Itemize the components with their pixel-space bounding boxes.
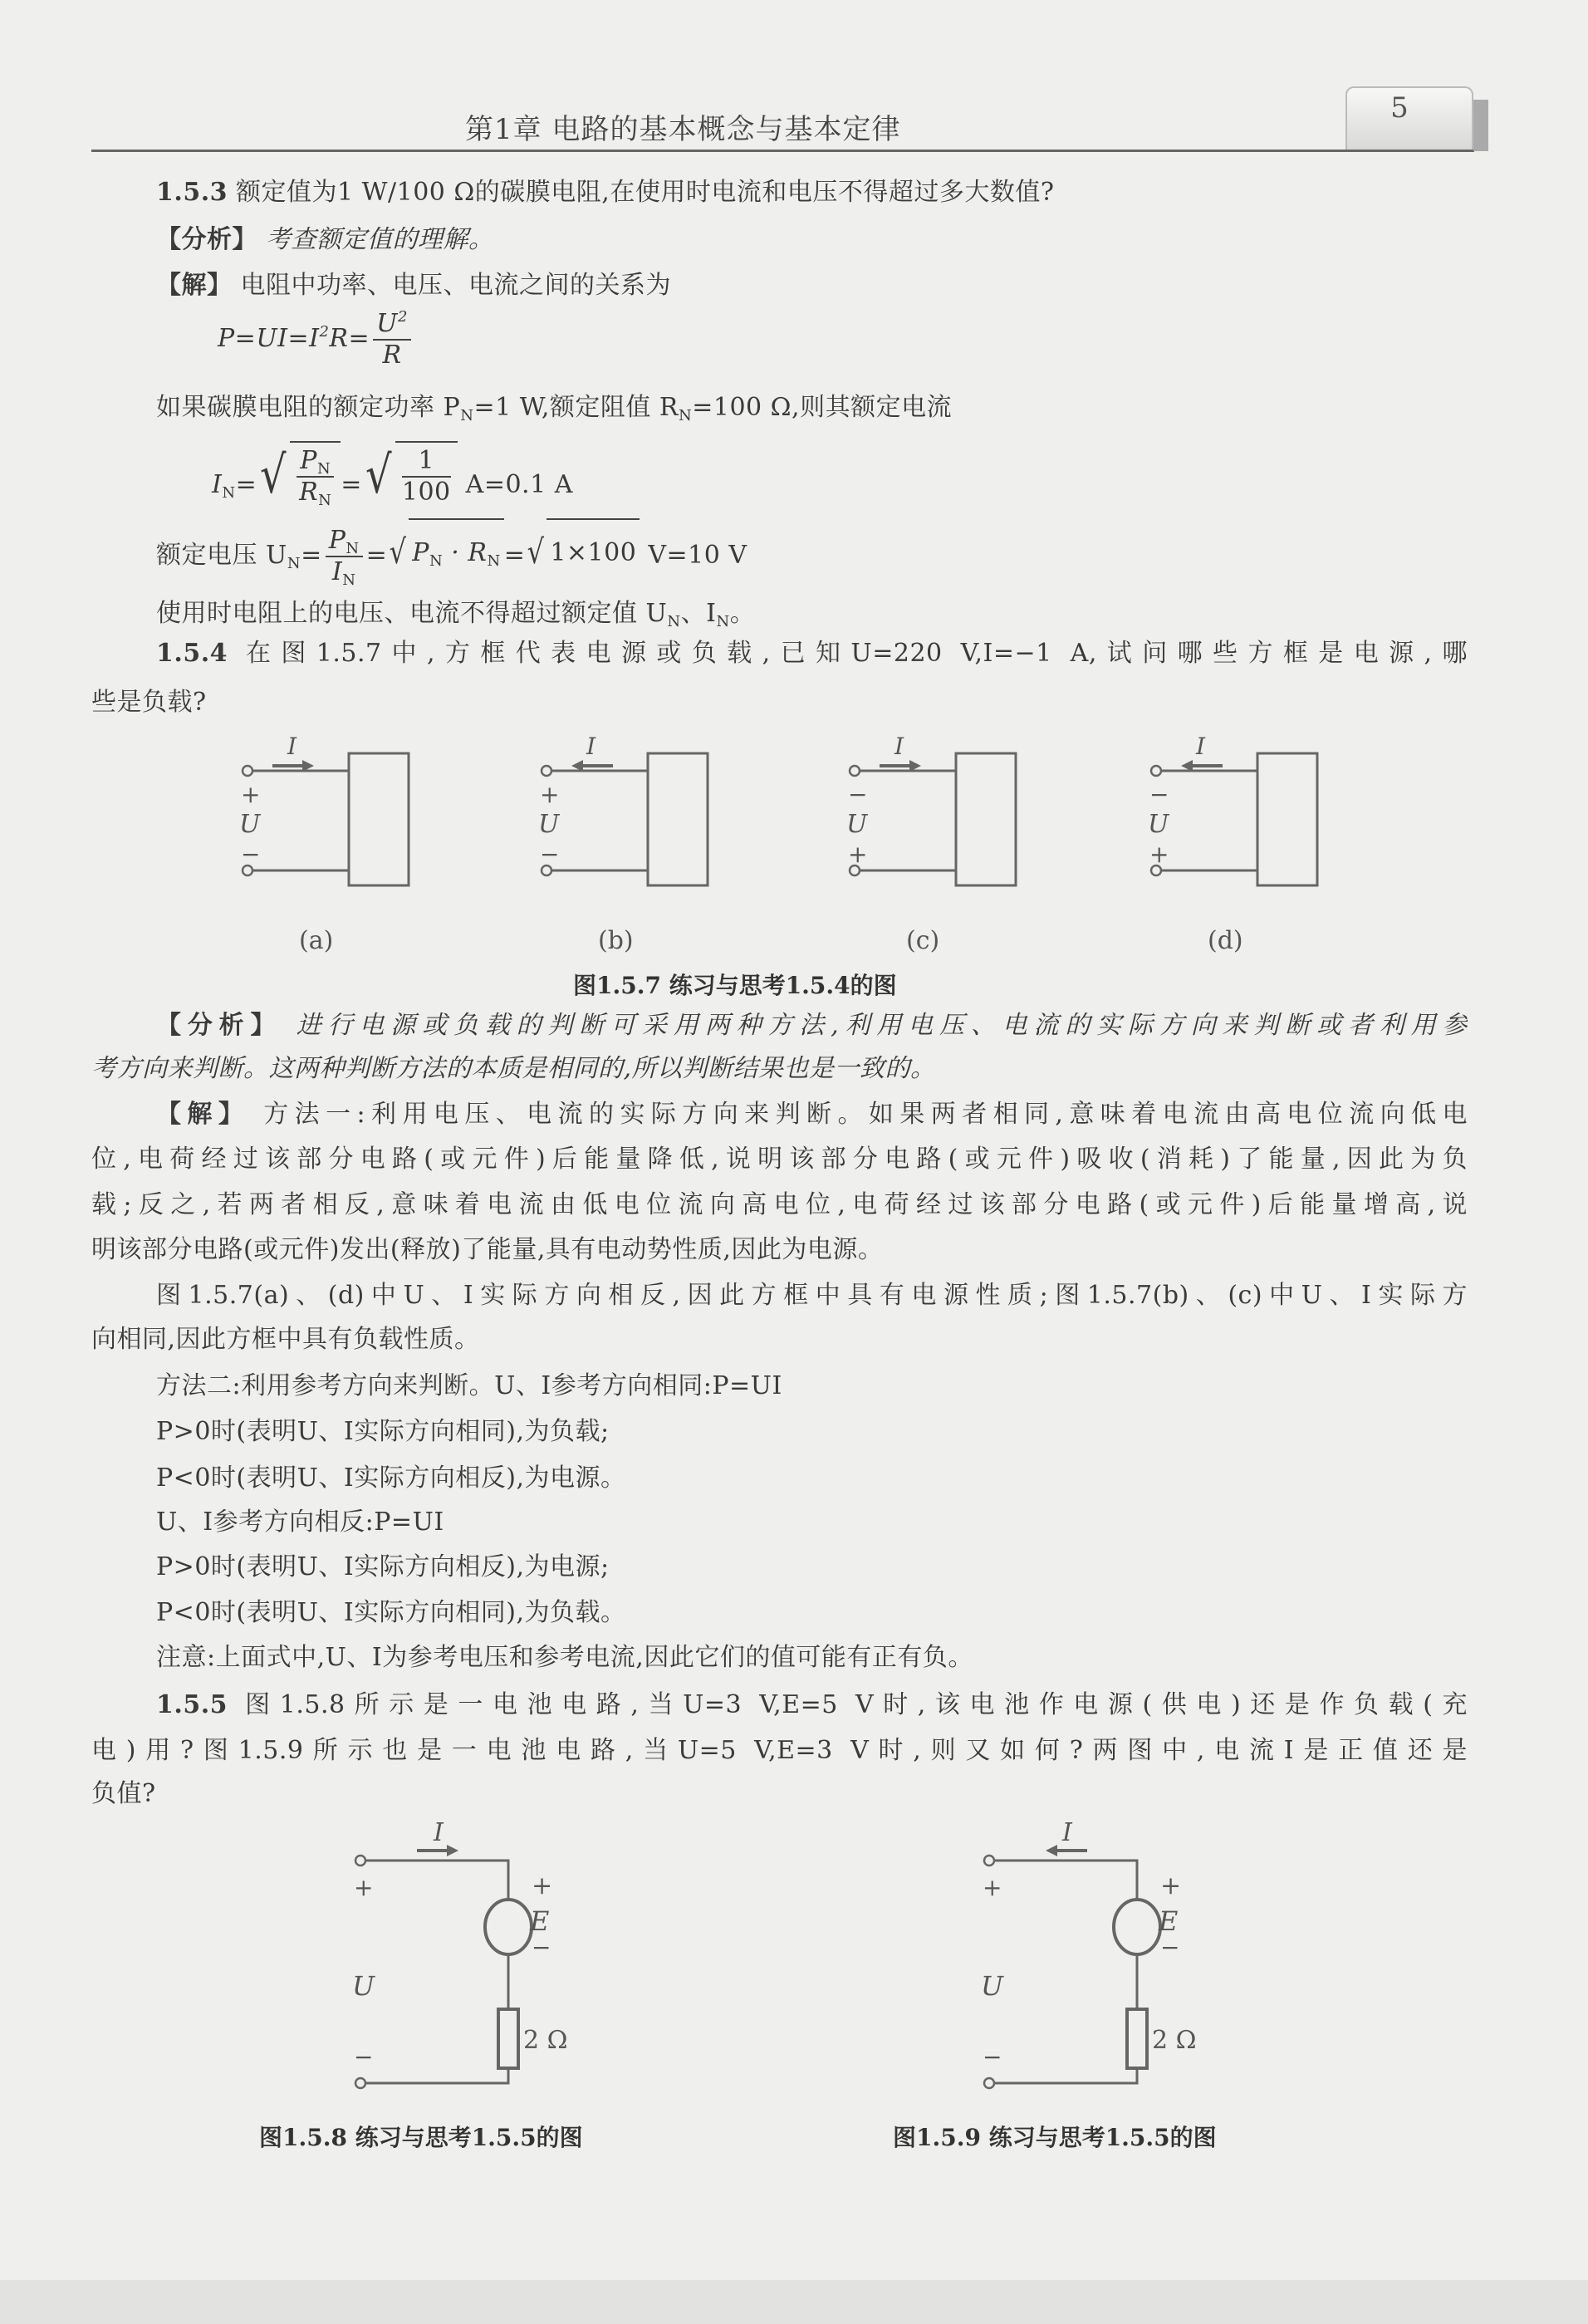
- panel-a: [239, 733, 409, 955]
- panel-c: [846, 733, 1016, 955]
- figure-caption: 图1.5.8 练习与思考1.5.5的图: [259, 2124, 583, 2151]
- subscript: N: [342, 571, 356, 589]
- wire: [994, 1861, 1137, 1900]
- sqrt: √ $\frac{1}{100}$: [362, 441, 458, 509]
- text: 。: [729, 599, 756, 628]
- wire: [994, 2068, 1137, 2083]
- formula-part: I: [212, 470, 223, 499]
- formula-part: I: [331, 557, 343, 586]
- subscript: N: [287, 555, 301, 572]
- formula-part: P=UI=I: [218, 324, 320, 353]
- emf-plus: +: [1160, 1871, 1182, 1900]
- formula-part: · R: [443, 538, 488, 567]
- subscript: N: [429, 552, 444, 570]
- voltage-label: U: [239, 810, 261, 839]
- formula-part: R: [299, 478, 319, 507]
- header-rule: [91, 150, 1474, 152]
- text: =1 W,额定阻值 R: [473, 393, 679, 422]
- polarity-top: +: [540, 781, 560, 808]
- formula-part: U: [376, 309, 398, 338]
- solution-text: 图1.5.7(a)、(d)中U、I实际方向相反,因此方框中具有电源性质;图1.5.7(b)、(c)中U、I实际方: [156, 1281, 1468, 1310]
- voltage-source-icon: [1114, 1900, 1160, 1954]
- figure-caption: 图1.5.9 练习与思考1.5.5的图: [893, 2124, 1217, 2151]
- terminal: [243, 766, 252, 776]
- question-number: 1.5.4: [156, 639, 228, 668]
- polarity-top: −: [1149, 781, 1169, 808]
- formula-part: V=10 V: [640, 541, 747, 570]
- current-label: I: [287, 733, 297, 760]
- formula-part: 2: [397, 308, 408, 326]
- box-element: [349, 753, 409, 885]
- panel-label: (b): [598, 926, 634, 955]
- question-1-5-5: [156, 1689, 1468, 1722]
- formula-rated-voltage: [156, 518, 747, 589]
- solution-text: P<0时(表明U、I实际方向相同),为负载。: [156, 1598, 626, 1627]
- terminal: [1151, 766, 1161, 776]
- solution-intro: [156, 269, 671, 302]
- subscript: N: [716, 613, 730, 630]
- arrow-head: [1046, 1845, 1057, 1856]
- subscript: N: [222, 484, 236, 502]
- polarity-bottom: −: [540, 841, 560, 868]
- emf-minus: −: [532, 1934, 551, 1961]
- solution-line: [156, 1098, 1468, 1131]
- polarity-bottom: −: [354, 2043, 374, 2071]
- box-element: [648, 753, 708, 885]
- scan-edge: [0, 2280, 1588, 2324]
- chapter-title: 第1章 电路的基本概念与基本定律: [465, 113, 901, 146]
- subscript: N: [460, 407, 474, 424]
- sqrt: √ $P_N \cdot R_N$: [387, 518, 503, 586]
- formula-part: =: [341, 470, 362, 499]
- subscript: N: [346, 540, 360, 557]
- resistor: [1127, 2009, 1147, 2068]
- terminal: [984, 2078, 994, 2088]
- question-text: 额定值为1 W/100 Ω的碳膜电阻,在使用时电流和电压不得超过多大数值?: [228, 178, 1055, 207]
- emf-label: E: [530, 1905, 550, 1937]
- panel-b: [538, 733, 708, 955]
- page-number: 5: [1390, 91, 1409, 125]
- question-text: 些是负载?: [91, 688, 207, 717]
- polarity-top: −: [848, 781, 868, 808]
- formula-part: P: [328, 526, 346, 555]
- solution-text: 方法一:利用电压、电流的实际方向来判断。如果两者相同,意味着电流由高电位流向低电: [249, 1100, 1468, 1129]
- voltage-label: U: [981, 1970, 1003, 2002]
- formula-part: A=0.1 A: [457, 470, 573, 499]
- rated-values-line: [156, 391, 952, 424]
- analysis-label: 【分析】: [156, 1011, 282, 1040]
- voltage-label: U: [846, 810, 868, 839]
- arrow-head: [447, 1845, 458, 1856]
- voltage-label: U: [538, 810, 560, 839]
- panel-d: [1148, 733, 1317, 955]
- voltage-label: U: [1148, 810, 1169, 839]
- subscript: N: [667, 613, 681, 630]
- sqrt: √ 1×100: [525, 518, 640, 586]
- current-label: I: [894, 733, 904, 760]
- solution-text: 明该部分电路(或元件)发出(释放)了能量,具有电动势性质,因此为电源。: [91, 1235, 884, 1264]
- question-text: 在图1.5.7中,方框代表电源或负载,已知U=220 V,I=−1 A,试问哪些方框是电源,哪: [228, 639, 1468, 668]
- emf-plus: +: [532, 1871, 553, 1900]
- figure-1-5-8: [352, 1818, 568, 2088]
- resistor: [498, 2009, 518, 2068]
- solution-text: 电阻中功率、电压、电流之间的关系为: [232, 271, 672, 300]
- analysis-text: 考方向来判断。这两种判断方法的本质是相同的,所以判断结果也是一致的。: [91, 1054, 936, 1083]
- formula-rated-current: [212, 441, 573, 518]
- fraction: [373, 309, 411, 370]
- voltage-source-icon: [485, 1900, 532, 1954]
- fraction: [326, 526, 363, 587]
- formula-part: 2: [319, 323, 330, 341]
- analysis-text: 进行电源或负载的判断可采用两种方法,利用电压、电流的实际方向来判断或者利用参: [282, 1011, 1468, 1040]
- figure-caption: 图1.5.7 练习与思考1.5.4的图: [573, 972, 897, 999]
- panel-label: (c): [906, 926, 940, 955]
- subscript: N: [316, 460, 331, 478]
- formula-part: R: [382, 341, 402, 370]
- polarity-top: +: [241, 781, 261, 808]
- solution-text: 方法二:利用参考方向来判断。U、I参考方向相同:P=UI: [156, 1371, 782, 1400]
- terminal: [542, 766, 551, 776]
- formula-part: =: [301, 541, 322, 570]
- solution-text: P<0时(表明U、I实际方向相反),为电源。: [156, 1464, 626, 1493]
- text: =100 Ω,则其额定电流: [692, 393, 953, 422]
- solution-text: 载;反之,若两者相反,意味着电流由低电位流向高电位,电荷经过该部分电路(或元件)后能量增高,说: [91, 1190, 1468, 1219]
- question-1-5-3: [156, 176, 1054, 209]
- wire: [365, 2068, 508, 2083]
- current-label: I: [1062, 1818, 1072, 1847]
- text: 、I: [680, 599, 717, 628]
- current-label: I: [434, 1818, 444, 1847]
- resistor-label: 2 Ω: [523, 2026, 568, 2055]
- formula-part: P: [300, 446, 317, 475]
- formula-part: P: [412, 538, 429, 567]
- figure-1-5-9: [981, 1818, 1197, 2088]
- polarity-bottom: −: [241, 841, 261, 868]
- question-1-5-4: [156, 637, 1468, 670]
- formula-part: R=: [329, 324, 370, 353]
- panel-label: (d): [1208, 926, 1243, 955]
- solution-text: U、I参考方向相反:P=UI: [156, 1508, 444, 1537]
- wire: [365, 1861, 508, 1900]
- analysis-label: 【分析】: [156, 225, 257, 254]
- formula-part: 1×100: [546, 518, 640, 586]
- solution-text: P>0时(表明U、I实际方向相同),为负载;: [156, 1417, 610, 1446]
- emf-minus: −: [1160, 1934, 1180, 1961]
- subscript: N: [679, 407, 693, 424]
- question-number: 1.5.5: [156, 1690, 228, 1719]
- voltage-label: U: [352, 1970, 375, 2002]
- emf-label: E: [1159, 1905, 1179, 1937]
- solution-label: 【解】: [156, 1100, 250, 1129]
- formula-part: 额定电压 U: [156, 541, 287, 570]
- formula-power: [218, 309, 414, 370]
- polarity-bottom: +: [1149, 841, 1169, 868]
- analysis-1-5-3: [156, 223, 494, 257]
- current-label: I: [586, 733, 596, 760]
- solution-label: 【解】: [156, 271, 233, 300]
- formula-part: =: [503, 541, 526, 570]
- solution-text: P>0时(表明U、I实际方向相反),为电源;: [156, 1552, 610, 1581]
- polarity-top: +: [983, 1874, 1002, 1901]
- subscript: N: [487, 552, 501, 570]
- conclusion-line: [156, 597, 755, 630]
- terminal: [355, 1856, 365, 1866]
- box-element: [956, 753, 1016, 885]
- subscript: N: [318, 492, 332, 509]
- resistor-label: 2 Ω: [1152, 2026, 1197, 2055]
- formula-part: 1: [402, 446, 451, 478]
- terminal: [355, 2078, 365, 2088]
- text: 使用时电阻上的电压、电流不得超过额定值 U: [156, 599, 668, 628]
- question-text: 电)用?图1.5.9所示也是一电池电路,当U=5 V,E=3 V时,则又如何?两图中,电流I是正值还是: [91, 1736, 1468, 1765]
- polarity-bottom: −: [983, 2043, 1002, 2071]
- question-text: 负值?: [91, 1779, 156, 1808]
- figure-1-5-7: [0, 731, 1588, 963]
- question-number: 1.5.3: [156, 178, 228, 207]
- box-element: [1257, 753, 1317, 885]
- formula-part: 100: [401, 478, 451, 507]
- sqrt: √ $\frac{P_N}{R_N}$: [257, 441, 341, 509]
- analysis-text: 考查额定值的理解。: [257, 225, 494, 254]
- text: 如果碳膜电阻的额定功率 P: [156, 393, 461, 422]
- analysis-1-5-4: [156, 1009, 1468, 1042]
- terminal: [984, 1856, 994, 1866]
- solution-text: 注意:上面式中,U、I为参考电压和参考电流,因此它们的值可能有正有负。: [156, 1643, 973, 1672]
- formula-part: =: [235, 470, 257, 499]
- terminal: [850, 766, 860, 776]
- solution-text: 位,电荷经过该部分电路(或元件)后能量降低,说明该部分电路(或元件)吸收(消耗)了能量,因此为负: [91, 1145, 1468, 1174]
- polarity-top: +: [354, 1874, 374, 1901]
- formula-part: =: [365, 541, 388, 570]
- solution-text: 向相同,因此方框中具有负载性质。: [91, 1325, 480, 1354]
- figure-1-5-8-and-1-5-9: [0, 1811, 1588, 2110]
- panel-label: (a): [299, 926, 334, 955]
- polarity-bottom: +: [848, 841, 868, 868]
- question-text: 图1.5.8所示是一电池电路,当U=3 V,E=5 V时,该电池作电源(供电)还是作负载(充: [228, 1690, 1468, 1719]
- current-label: I: [1196, 733, 1206, 760]
